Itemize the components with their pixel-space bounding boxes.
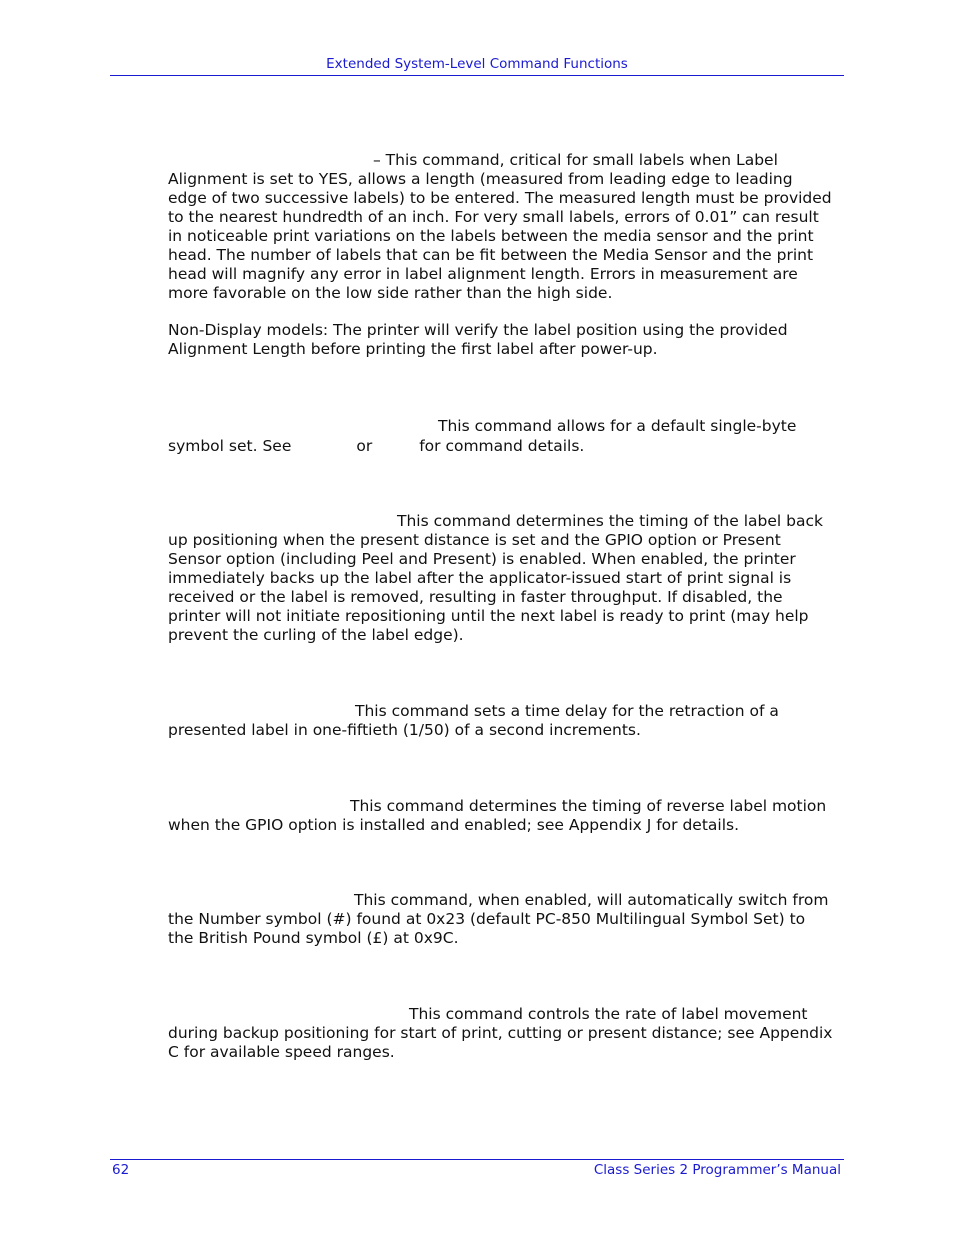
text-line: presented label in one-fiftieth (1/50) of a second increments. bbox=[168, 721, 641, 739]
non-display-note-paragraph bbox=[168, 321, 848, 359]
text-line: head. The number of labels that can be fit between the Media Sensor and the print bbox=[168, 246, 814, 264]
backup-speed-paragraph bbox=[168, 1005, 848, 1062]
text-line: This command determines the timing of the label back bbox=[397, 512, 823, 530]
alignment-length-paragraph bbox=[168, 151, 848, 303]
text-line: head will magnify any error in label alignment length. Errors in measurement are bbox=[168, 265, 798, 283]
text-fragment: or bbox=[356, 437, 373, 455]
text-line: Alignment Length before printing the first label after power-up. bbox=[168, 340, 658, 358]
text-line: to the nearest hundredth of an inch. For very small labels, errors of 0.01” can result bbox=[168, 208, 819, 226]
text-line: This command sets a time delay for the retraction of a bbox=[355, 702, 779, 720]
text-line: This command, when enabled, will automatically switch from bbox=[354, 891, 829, 909]
text-line: the Number symbol (#) found at 0x23 (default PC-850 Multilingual Symbol Set) to bbox=[168, 910, 806, 928]
text-line: more favorable on the low side rather than the high side. bbox=[168, 284, 613, 302]
running-header-title: Extended System-Level Command Functions bbox=[326, 56, 628, 72]
text-fragment: for command details. bbox=[419, 437, 585, 455]
text-line: immediately backs up the label after the applicator-issued start of print signal is bbox=[168, 569, 792, 587]
symbol-set-paragraph bbox=[168, 416, 848, 456]
pound-symbol-paragraph bbox=[168, 891, 848, 948]
text-line: during backup positioning for start of print, cutting or present distance; see Appendix bbox=[168, 1024, 833, 1042]
text-line: when the GPIO option is installed and enabled; see Appendix J for details. bbox=[168, 816, 740, 834]
text-line: up positioning when the present distance is set and the GPIO option or Present bbox=[168, 531, 781, 549]
text-line: This command controls the rate of label movement bbox=[409, 1005, 808, 1023]
text-line: Sensor option (including Peel and Present) is enabled. When enabled, the printer bbox=[168, 550, 796, 568]
retract-delay-paragraph bbox=[168, 702, 848, 740]
page-number: 62 bbox=[112, 1162, 130, 1178]
header-divider bbox=[110, 75, 844, 76]
manual-title: Class Series 2 Programmer’s Manual bbox=[593, 1162, 841, 1178]
text-line: This command determines the timing of reverse label motion bbox=[350, 797, 827, 815]
backup-timing-paragraph bbox=[168, 512, 848, 645]
footer-divider bbox=[110, 1159, 844, 1160]
text-line: received or the label is removed, resulting in faster throughput. If disabled, the bbox=[168, 588, 783, 606]
text-line: edge of two successive labels) to be entered. The measured length must be provided bbox=[168, 189, 832, 207]
text-line: the British Pound symbol (£) at 0x9C. bbox=[168, 929, 459, 947]
text-line: C for available speed ranges. bbox=[168, 1043, 395, 1061]
text-line: Non-Display models: The printer will verify the label position using the provided bbox=[168, 321, 788, 339]
text-line: This command allows for a default single-byte bbox=[438, 417, 797, 435]
text-line: Alignment is set to YES, allows a length (measured from leading edge to leading bbox=[168, 170, 793, 188]
text-line: – This command, critical for small labels when Label bbox=[373, 151, 778, 169]
text-line: prevent the curling of the label edge). bbox=[168, 626, 464, 644]
text-fragment: symbol set. See bbox=[168, 437, 292, 455]
gpio-backup-paragraph bbox=[168, 797, 848, 835]
text-line: printer will not initiate repositioning until the next label is ready to print (may help bbox=[168, 607, 809, 625]
text-line bbox=[168, 436, 848, 456]
text-line: in noticeable print variations on the labels between the media sensor and the print bbox=[168, 227, 814, 245]
